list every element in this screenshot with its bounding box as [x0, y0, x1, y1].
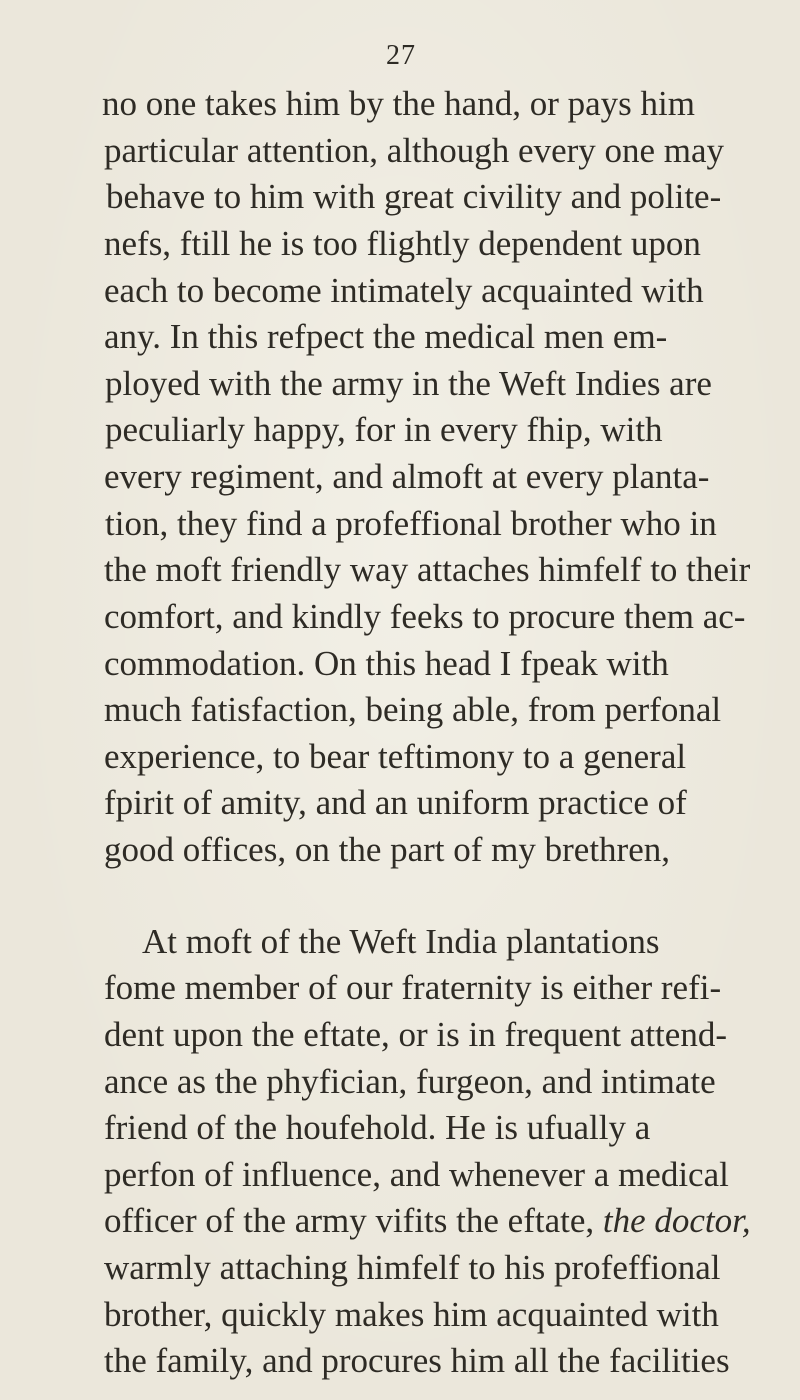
text-line: fome member of our fraternity is either refi- [104, 968, 722, 1008]
text-line: ployed with the army in the Weft Indies are [105, 363, 712, 403]
text-line: the family, and procures him all the facilities [104, 1341, 730, 1381]
text-line: every regiment, and almoft at every planta- [104, 457, 710, 497]
text-line: ance as the phyfician, furgeon, and intimate [104, 1061, 716, 1101]
text-line: any. In this refpect the medical men em- [104, 317, 668, 357]
text-line: brother, quickly makes him acquainted with [104, 1294, 719, 1334]
text-line: warmly attaching himfelf to his profeffional [104, 1248, 721, 1288]
text-line: dent upon the eftate, or is in frequent attend- [104, 1014, 727, 1054]
text-line: peculiarly happy, for in every fhip, with [105, 410, 663, 450]
text-line: experience, to bear teftimony to a general [104, 736, 687, 776]
text-line: the moft friendly way attaches himfelf to their [104, 550, 751, 590]
text-line: each to become intimately acquainted with [104, 270, 704, 310]
text-line [104, 1201, 751, 1241]
text-line: friend of the houfehold. He is ufually a [104, 1108, 651, 1148]
text-line: good offices, on the part of my brethren, [104, 830, 670, 870]
text-fragment: officer of the army vifits the eftate, [104, 1201, 595, 1241]
text-line: tion, they find a profeffional brother who in [105, 503, 717, 543]
text-line: commodation. On this head I fpeak with [104, 643, 669, 683]
text-line: fpirit of amity, and an uniform practice of [104, 783, 687, 823]
text-line: perfon of influence, and whenever a medical [104, 1154, 729, 1194]
italic-phrase: the doctor, [602, 1201, 751, 1241]
text-line: particular attention, although every one may [104, 130, 725, 170]
text-line: comfort, and kindly feeks to procure them ac- [104, 596, 746, 636]
text-line: behave to him with great civility and polite- [106, 177, 722, 217]
text-line: much fatisfaction, being able, from perfonal [104, 690, 722, 730]
text-line: no one takes him by the hand, or pays him [102, 84, 695, 123]
page-number: 27 [386, 40, 416, 71]
text-line: At moft of the Weft India plantations [142, 921, 660, 961]
text-line: nefs, ftill he is too flightly dependent upon [104, 223, 701, 263]
